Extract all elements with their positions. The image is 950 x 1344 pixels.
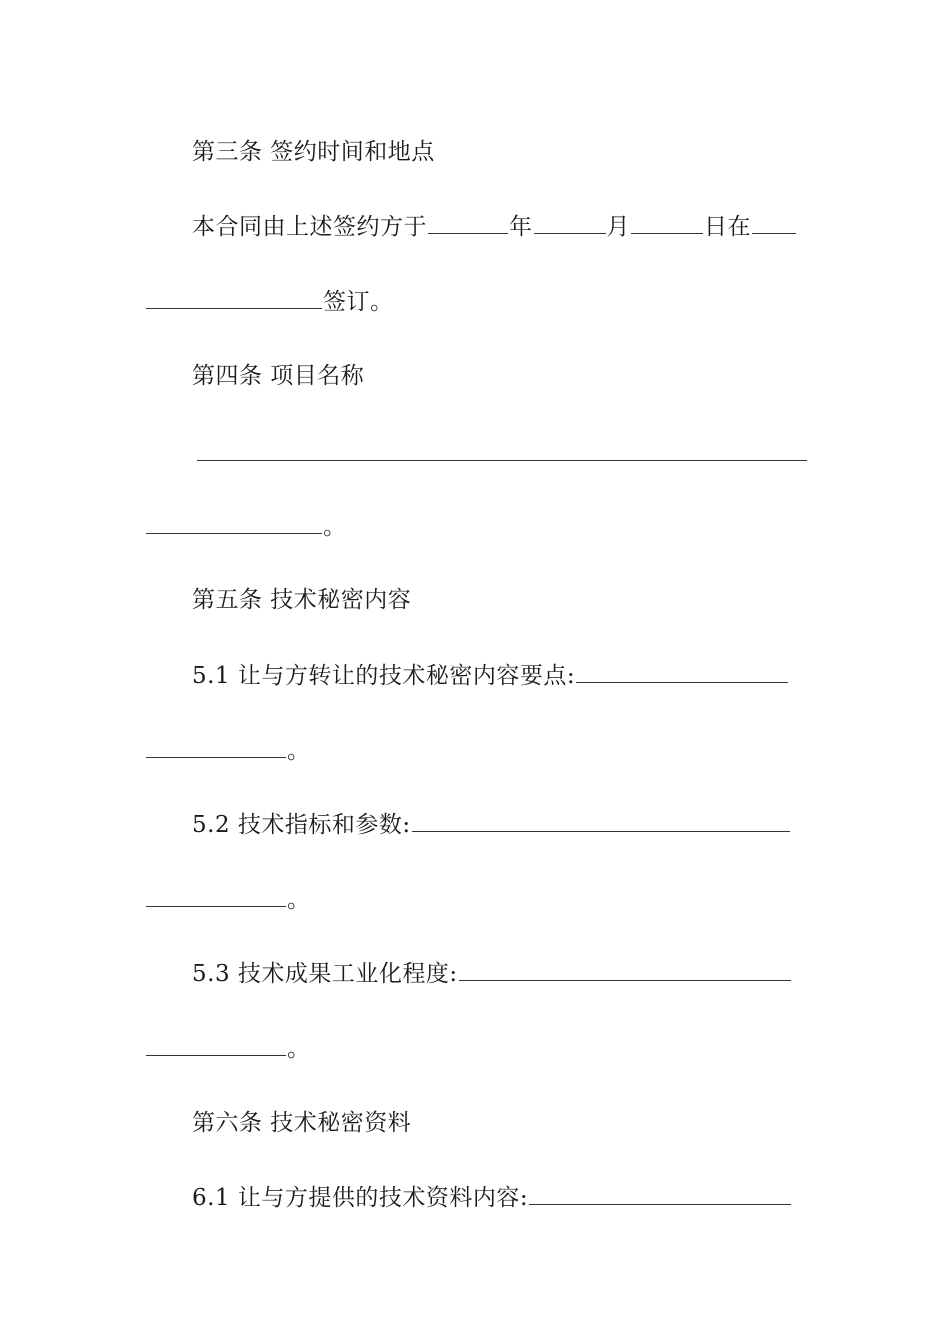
- article-6-1-line: 6.1 让与方提供的技术资料内容:: [192, 1182, 792, 1213]
- tech-indicators-blank[interactable]: [412, 809, 790, 832]
- article-6-heading: 第六条 技术秘密资料: [192, 1110, 412, 1136]
- place-blank-start[interactable]: [752, 211, 796, 234]
- day-blank[interactable]: [631, 211, 703, 234]
- article-5-1-line: 5.1 让与方转让的技术秘密内容要点:: [192, 660, 789, 691]
- tech-secret-points-blank[interactable]: [576, 660, 788, 683]
- year-blank[interactable]: [428, 211, 508, 234]
- tech-indicators-blank-2[interactable]: [146, 884, 286, 907]
- article-5-3-line: 5.3 技术成果工业化程度:: [192, 958, 792, 989]
- article-5-heading: 第五条 技术秘密内容: [192, 587, 412, 613]
- project-name-blank-line-2: 。: [145, 511, 347, 542]
- place-blank[interactable]: [146, 286, 322, 309]
- industrialization-blank[interactable]: [459, 958, 791, 981]
- article-4-heading: 第四条 项目名称: [192, 363, 365, 389]
- article-5-2-continuation: 。: [145, 884, 311, 915]
- article-3-signing-date-line: 本合同由上述签约方于 年 月 日在: [192, 211, 797, 242]
- article-5-2-line: 5.2 技术指标和参数:: [192, 809, 791, 840]
- project-name-blank[interactable]: [146, 511, 322, 534]
- article-5-1-continuation: 。: [145, 735, 311, 766]
- tech-documents-blank[interactable]: [529, 1182, 791, 1205]
- industrialization-blank-2[interactable]: [146, 1033, 286, 1056]
- tech-secret-points-blank-2[interactable]: [146, 735, 286, 758]
- article-3-heading: 第三条 签约时间和地点: [192, 139, 435, 165]
- article-3-signing-place-line: 签订。: [145, 286, 394, 317]
- article-5-3-continuation: 。: [145, 1033, 311, 1064]
- month-blank[interactable]: [534, 211, 606, 234]
- project-name-blank-line-1[interactable]: [197, 460, 807, 461]
